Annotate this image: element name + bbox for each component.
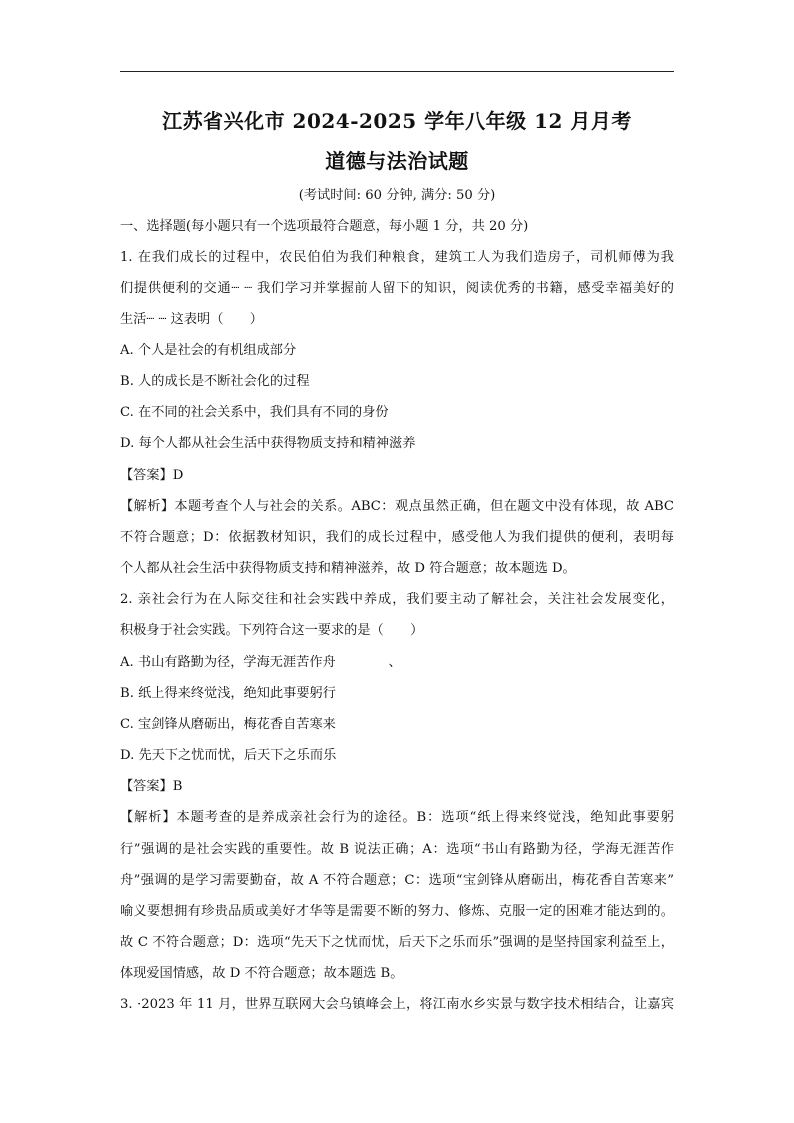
question-2-analysis-line: 【解析】本题考查的是养成亲社会行为的途径。B：选项“纸上得来终觉浅，绝知此事要躬 <box>120 810 674 825</box>
question-2-analysis-line: 行”强调的是社会实践的重要性。故 B 说法正确；A：选项“书山有路勤为径，学海无涯苦作 <box>120 842 674 857</box>
exam-info: (考试时间: 60 分钟, 满分: 50 分) <box>298 188 496 203</box>
question-2-stem-line: 积极身于社会实践。下列符合这一要求的是（ ） <box>120 623 424 638</box>
question-2-option-c: C. 宝剑锋从磨砺出，梅花香自苦寒来 <box>120 717 336 732</box>
question-1-option-a: A. 个人是社会的有机组成部分 <box>120 343 297 358</box>
question-1-analysis-line: 个人都从社会生活中获得物质支持和精神滋养，故 D 符合题意；故本题选 D。 <box>120 561 576 576</box>
question-1-option-c: C. 在不同的社会关系中，我们具有不同的身份 <box>120 405 389 420</box>
document-subtitle: 道德与法治试题 <box>325 149 469 173</box>
question-2-option-b: B. 纸上得来终觉浅，绝知此事要躬行 <box>120 686 336 701</box>
header-rule <box>120 71 674 72</box>
question-2-stem-line: 2. 亲社会行为在人际交往和社会实践中养成，我们要主动了解社会，关注社会发展变化， <box>120 592 674 607</box>
section-heading: 一、选择题(每小题只有一个选项最符合题意，每小题 1 分，共 20 分) <box>120 219 529 234</box>
question-1-stem-line: 们提供便利的交通┈ ┈ 我们学习并掌握前人留下的知识，阅读优秀的书籍，感受幸福美好的 <box>120 281 674 296</box>
question-2-analysis-line: 体现爱国情感，故 D 不符合题意；故本题选 B。 <box>120 966 404 981</box>
question-1-option-b: B. 人的成长是不断社会化的过程 <box>120 374 310 389</box>
question-2-option-a: A. 书山有路勤为径，学海无涯苦作舟 、 <box>120 655 402 670</box>
question-2-answer: 【答案】B <box>120 779 183 794</box>
question-1-analysis-line: 不符合题意；D：依据教材知识，我们的成长过程中，感受他人为我们提供的便利，表明每 <box>120 530 674 545</box>
document-title: 江苏省兴化市 2024-2025 学年八年级 12 月月考 <box>162 109 632 133</box>
question-2-analysis-line: 舟”强调的是学习需要勤奋，故 A 不符合题意；C：选项“宝剑锋从磨砺出，梅花香自苦寒来” <box>120 873 674 888</box>
question-2-option-d: D. 先天下之忧而忧，后天下之乐而乐 <box>120 748 337 763</box>
question-1-option-d: D. 每个人都从社会生活中获得物质支持和精神滋养 <box>120 436 416 451</box>
question-1-stem-line: 生活┈ ┈ 这表明（ ） <box>120 312 263 327</box>
question-2-analysis-line: 故 C 不符合题意；D：选项“先天下之忧而忧，后天下之乐而乐”强调的是坚持国家利益至上， <box>120 935 674 950</box>
question-1-stem-line: 1. 在我们成长的过程中，农民伯伯为我们种粮食，建筑工人为我们造房子，司机师傅为我 <box>120 250 674 265</box>
question-3-stem-line: 3. ·2023 年 11 月，世界互联网大会乌镇峰会上，将江南水乡实景与数字技术相结合，让嘉宾 <box>120 997 674 1012</box>
question-2-analysis-line: 喻义要想拥有珍贵品质或美好才华等是需要不断的努力、修炼、克服一定的困难才能达到的。 <box>120 904 674 919</box>
question-1-answer: 【答案】D <box>120 468 184 483</box>
question-1-analysis-line: 【解析】本题考查个人与社会的关系。ABC：观点虽然正确，但在题文中没有体现，故 ABC <box>120 499 674 514</box>
